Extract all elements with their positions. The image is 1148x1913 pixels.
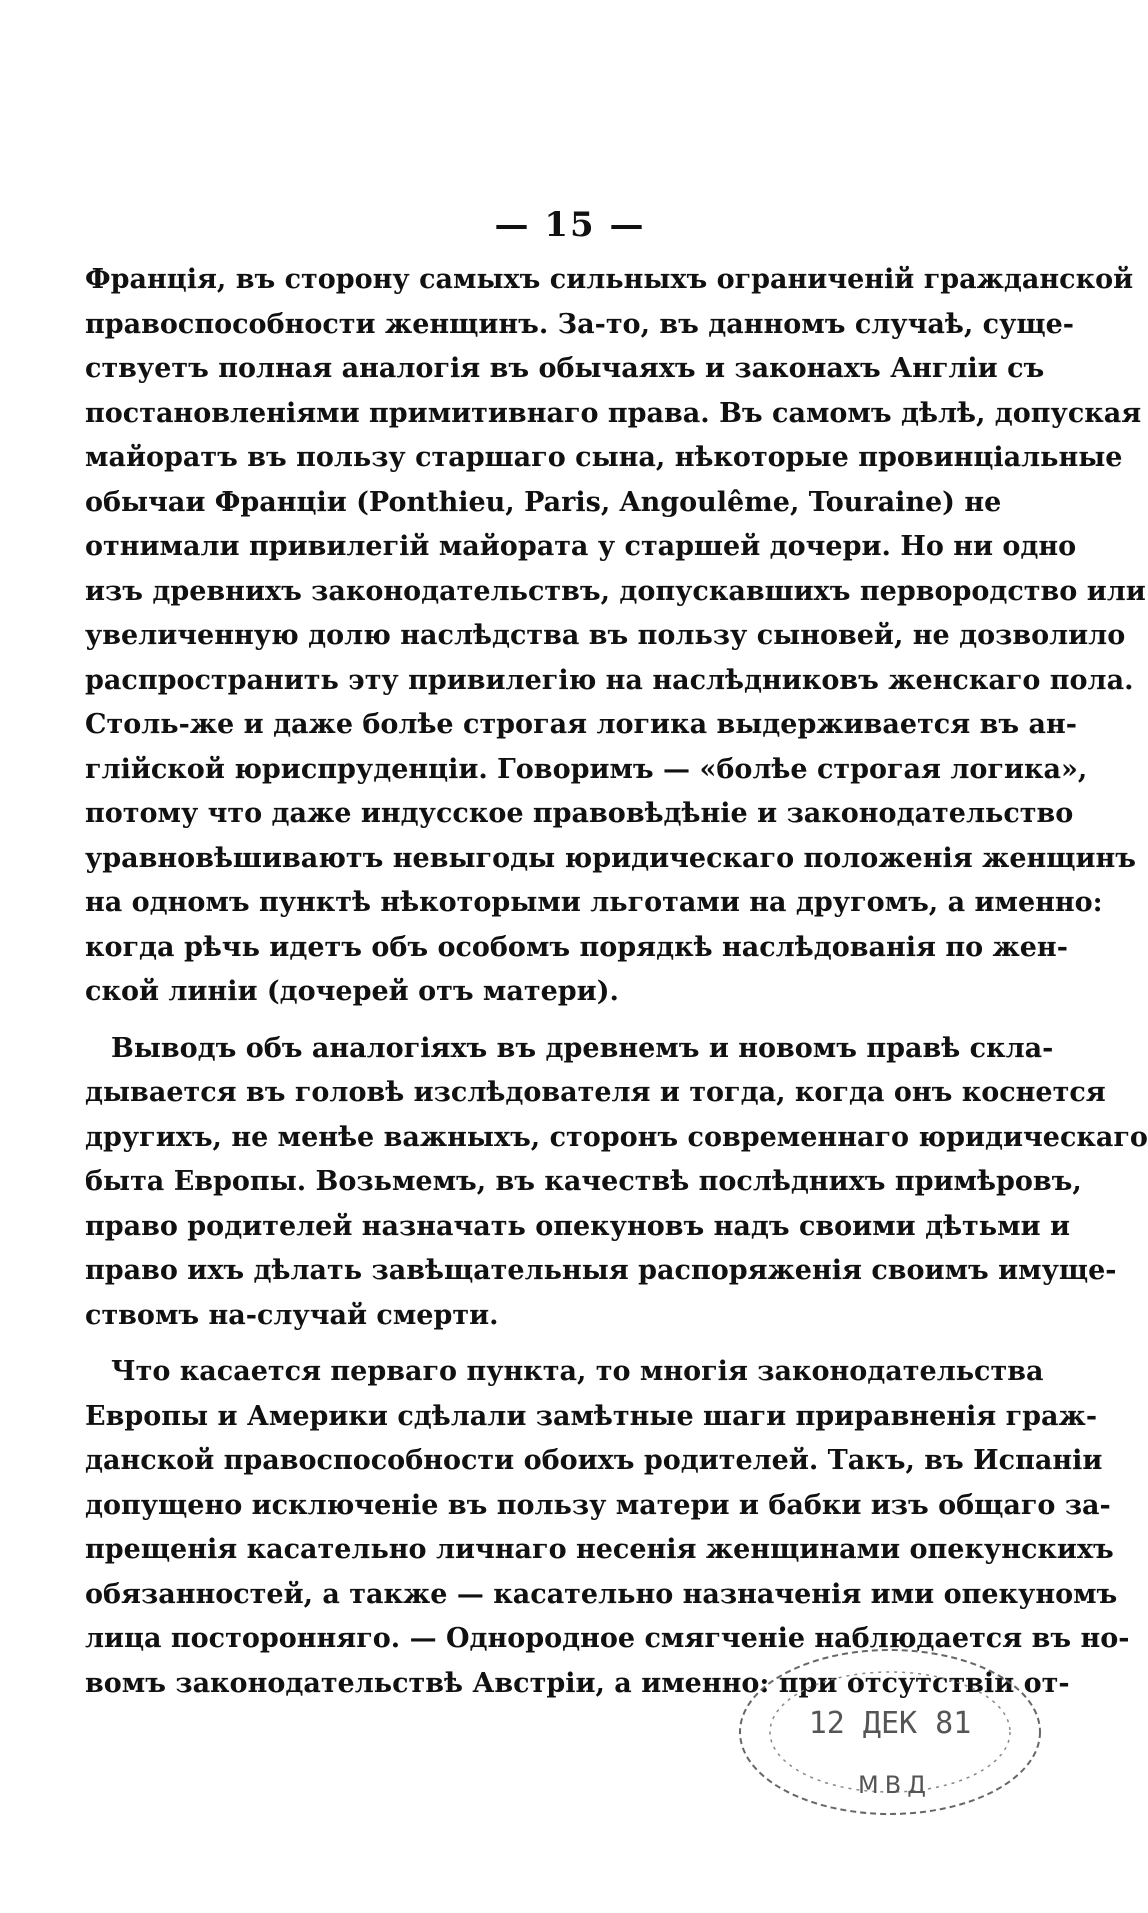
text-line: Столь-же и даже болѣе строгая логика выдерживается въ ан- xyxy=(85,709,1077,740)
paragraph-1 xyxy=(85,258,1146,1015)
paragraph-2 xyxy=(85,1027,1148,1339)
body-text xyxy=(85,258,1148,1706)
text-line: когда рѣчь идетъ объ особомъ порядкѣ наслѣдованiя по жен- xyxy=(85,931,1068,963)
text-line: изъ древнихъ законодательствъ, допускавшихъ первородство или xyxy=(85,575,1146,607)
text-line: допущено исключенiе въ пользу матери и бабки изъ общаго за- xyxy=(85,1489,1111,1521)
text-line: увеличенную долю наслѣдства въ пользу сыновей, не дозволило xyxy=(85,620,1126,651)
text-line: потому что даже индусское правовѣдѣнiе и законодательство xyxy=(85,798,1074,829)
text-line: право родителей назначать опекуновъ надъ своими дѣтьми и xyxy=(85,1210,1071,1242)
text-line: другихъ, не менѣе важныхъ, сторонъ современнаго юридическаго xyxy=(85,1121,1148,1153)
text-line: Францiя, въ сторону самыхъ сильныхъ ограниченiй гражданской xyxy=(85,264,1134,295)
page-number: — 15 — xyxy=(494,205,646,245)
text-line: обычаи Францiи (Ponthieu, Paris, Angoulême, Touraine) не xyxy=(85,486,1002,518)
text-line: вомъ законодательствѣ Австрiи, а именно: при отсутствiи от- xyxy=(85,1667,1070,1699)
text-line: быта Европы. Возьмемъ, въ качествѣ послѣднихъ примѣровъ, xyxy=(85,1166,1082,1197)
text-line: ской линiи (дочерей отъ матери). xyxy=(85,976,619,1007)
text-line: дывается въ головѣ изслѣдователя и тогда, когда онъ коснется xyxy=(85,1077,1106,1108)
text-line: ствуетъ полная аналогiя въ обычаяхъ и законахъ Англiи съ xyxy=(85,353,1045,384)
text-line: данской правоспособности обоихъ родителей. Такъ, въ Испанiи xyxy=(85,1445,1103,1476)
text-line: правоспособности женщинъ. За-то, въ данномъ случаѣ, суще- xyxy=(85,308,1074,340)
text-line: Выводъ объ аналогiяхъ въ древнемъ и новомъ правѣ скла- xyxy=(111,1032,1054,1064)
text-line: постановленiями примитивнаго права. Въ самомъ дѣлѣ, допуская xyxy=(85,397,1142,429)
stamp-org: МВД xyxy=(858,1771,932,1799)
text-line: глiйской юриспруденцiи. Говоримъ — «болѣе строгая логика», xyxy=(85,753,1088,785)
text-line: Европы и Америки сдѣлали замѣтные шаги приравненiя граж- xyxy=(85,1400,1098,1432)
text-line: ствомъ на-случай смерти. xyxy=(85,1299,499,1331)
text-line: право ихъ дѣлать завѣщательныя распоряженiя своимъ имуще- xyxy=(85,1255,1117,1286)
text-line: майоратъ въ пользу старшаго сына, нѣкоторые провинцiальные xyxy=(85,442,1123,473)
text-line: отнимали привилегiй майората у старшей дочери. Но ни одно xyxy=(85,531,1077,562)
text-line: распространить эту привилегiю на наслѣдниковъ женскаго пола. xyxy=(85,664,1134,696)
text-line: Что касается перваго пункта, то многiя законодательства xyxy=(111,1356,1044,1387)
text-line: прещенiя касательно личнаго несенiя женщинами опекунскихъ xyxy=(85,1534,1114,1565)
text-line: уравновѣшиваютъ невыгоды юридическаго положенiя женщинъ xyxy=(85,842,1137,874)
text-line: на одномъ пунктѣ нѣкоторыми льготами на другомъ, а именно: xyxy=(85,887,1103,918)
text-line: обязанностей, а также — касательно назначенiя ими опекуномъ xyxy=(85,1578,1118,1610)
text-line: лица посторонняго. — Однородное смягченiе наблюдается въ но- xyxy=(85,1623,1130,1654)
library-stamp xyxy=(735,1645,1045,1820)
stamp-date: 12 ДЕК 81 xyxy=(808,1706,972,1741)
